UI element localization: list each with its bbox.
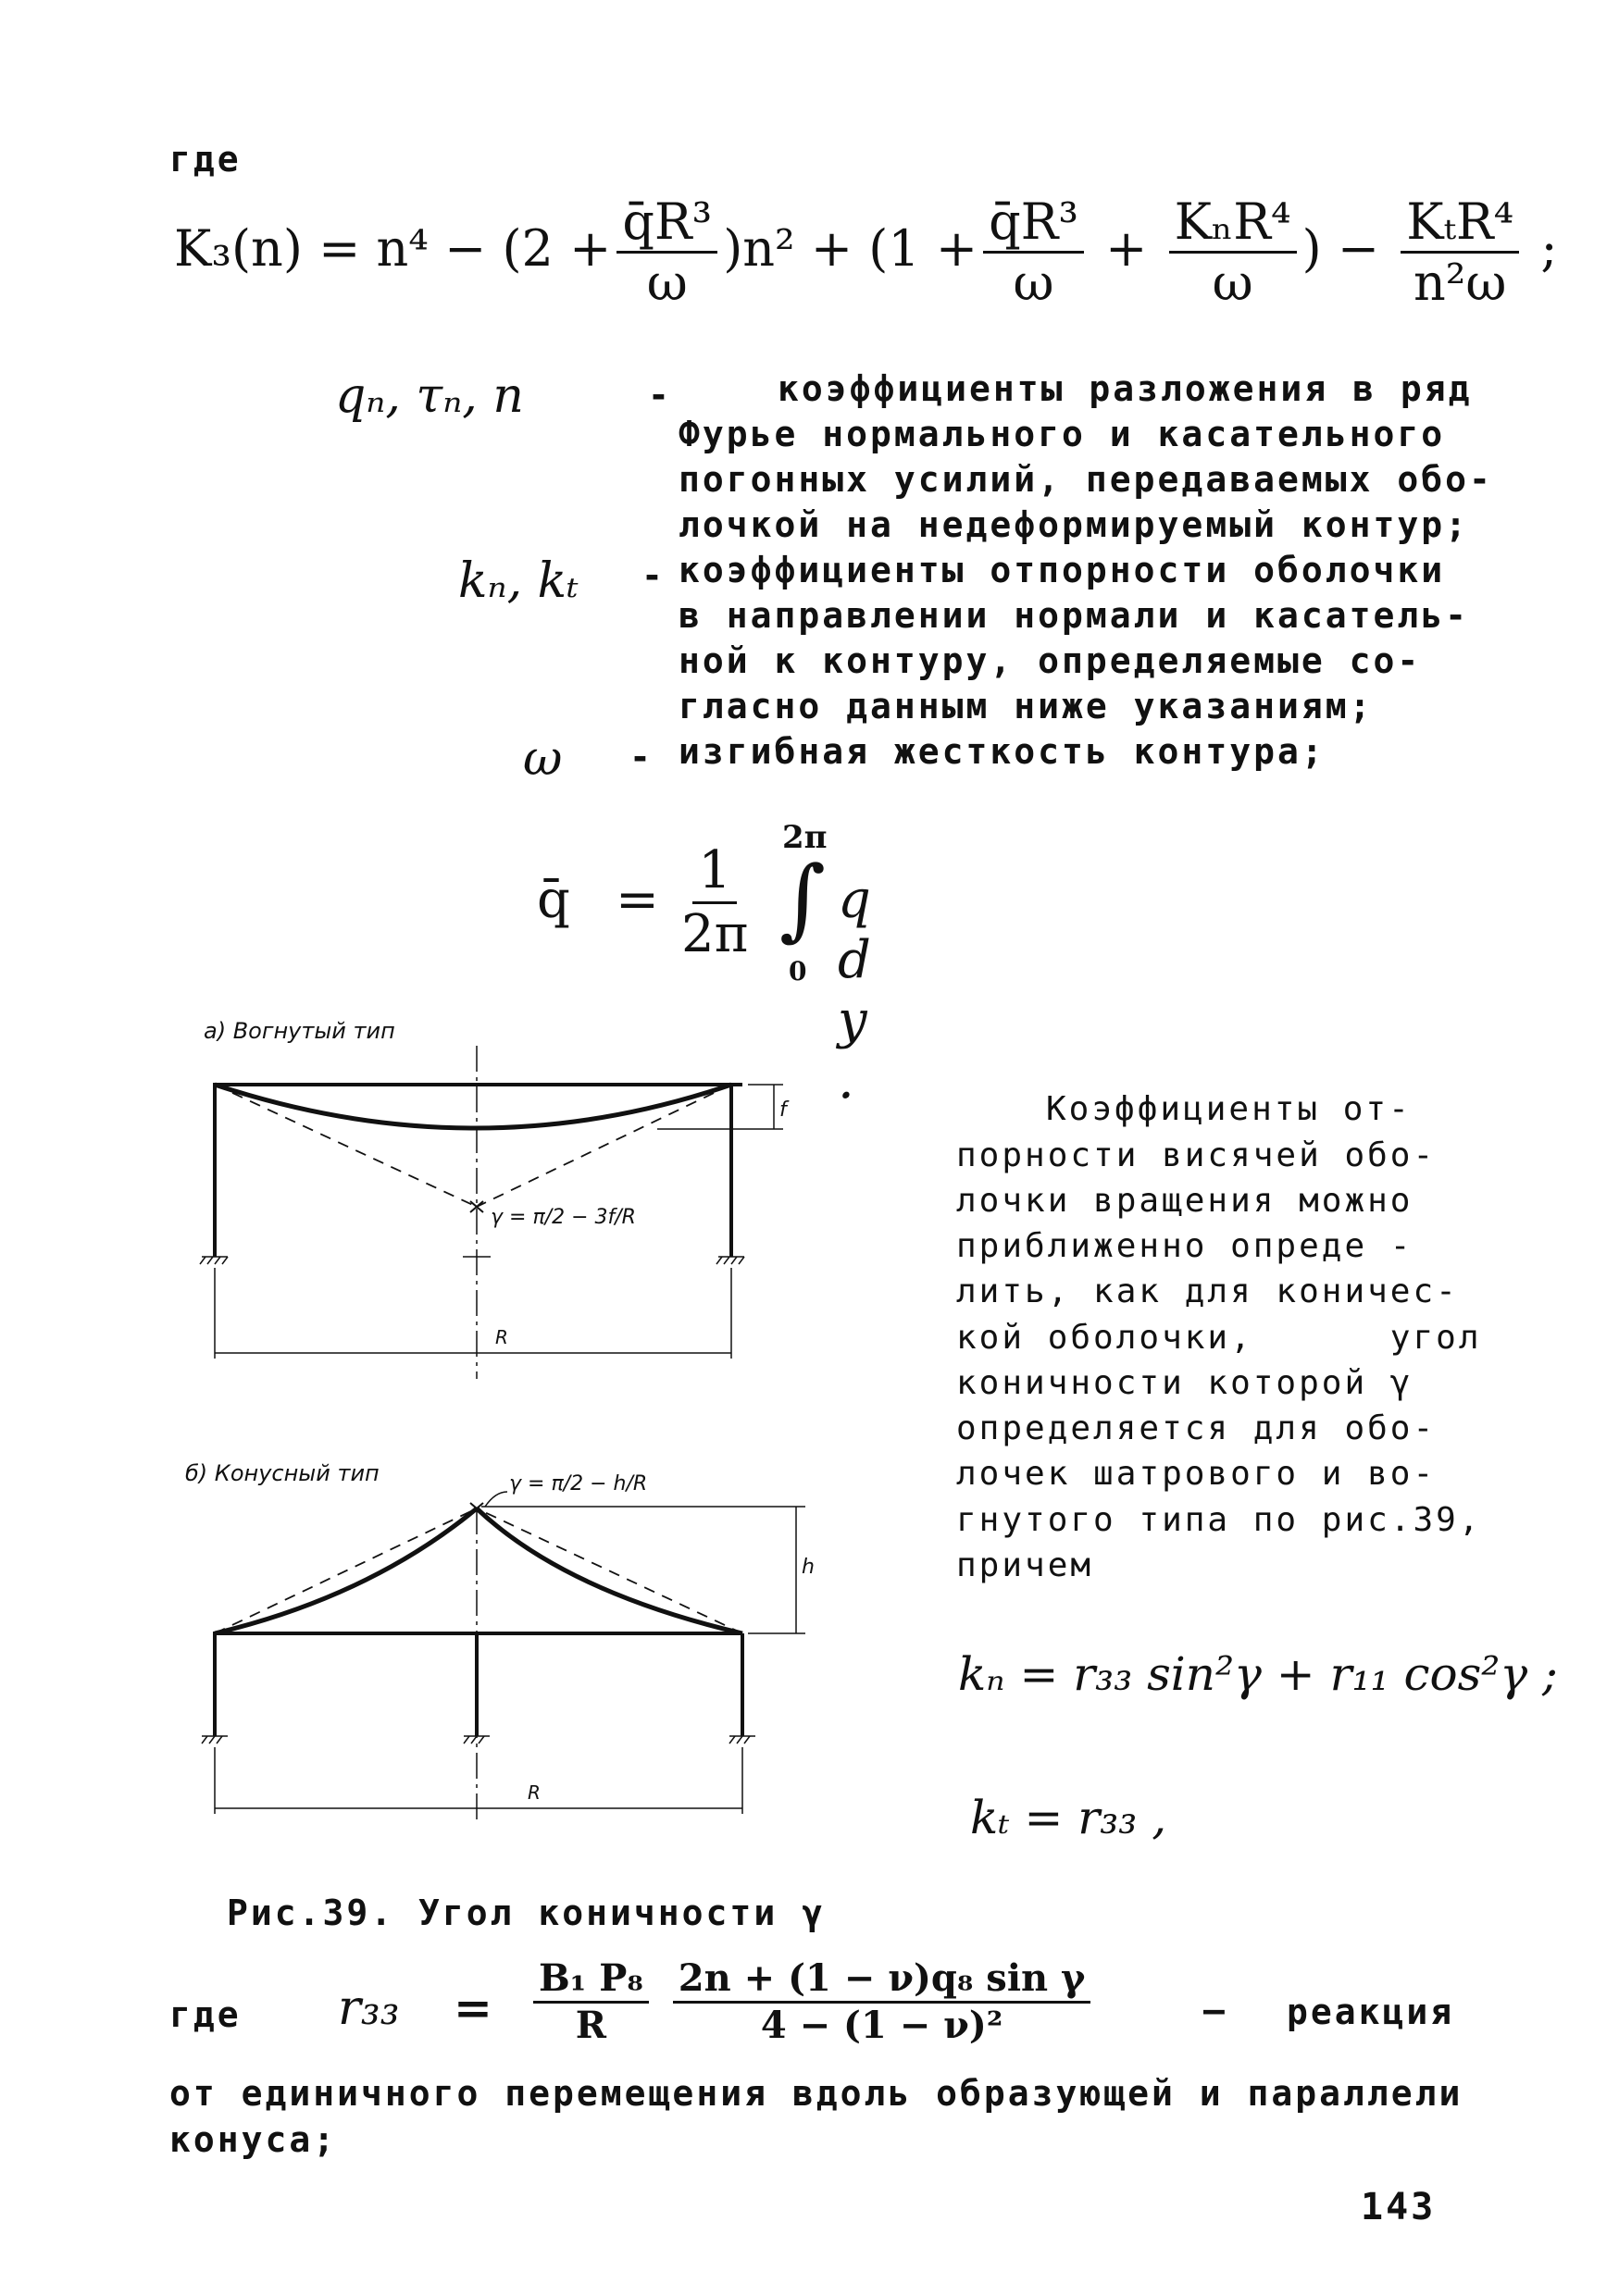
k3-mid1: )n² + (1 +	[723, 218, 978, 278]
def-line: Фурье нормального и касательного	[679, 414, 1446, 454]
qbar-frac-den: 2π	[681, 903, 749, 964]
def-dash: -	[629, 737, 651, 777]
intro-word: где	[169, 139, 242, 180]
panel-a-angle: γ = π/2 − 3f/R	[491, 1206, 636, 1229]
def-dash: -	[641, 555, 663, 596]
r33-frac1-den: R	[575, 2004, 607, 2047]
final-line: от единичного перемещения вдоль образующей и параллели	[169, 2073, 1463, 2114]
side-line: приближенно опреде -	[956, 1227, 1414, 1265]
kn-formula: kₙ = r₃₃ sin²γ + r₁₁ cos²γ ;	[958, 1647, 1558, 1701]
panel-b-h-label: h	[802, 1556, 815, 1579]
cone-dash-left	[215, 1085, 477, 1207]
def-line: коэффициенты отпорности оболочки	[679, 550, 1446, 590]
side-line: Коэффициенты от-	[1046, 1090, 1412, 1128]
k3-frac2-num: q̄R³	[983, 194, 1084, 254]
qbar-frac-num: 1	[692, 842, 737, 904]
def-line: погонных усилий, передаваемых обо-	[679, 459, 1493, 500]
r33-frac2-num: 2n + (1 − ν)q₈ sin γ	[673, 1958, 1091, 2004]
figure-panel-a	[176, 1009, 824, 1397]
def-line: коэффициенты разложения в ряд	[778, 368, 1473, 409]
qbar-integral: ∫	[779, 847, 827, 950]
r33-frac2-den: 4 − (1 − ν)²	[760, 2004, 1003, 2047]
k3-frac3-num: KₙR⁴	[1169, 194, 1297, 254]
def-line: в направлении нормали и касатель-	[679, 595, 1469, 636]
k3-end: ;	[1540, 218, 1558, 278]
panel-b-r-label: R	[528, 1781, 541, 1804]
cone-dash-right	[477, 1085, 731, 1207]
k3-plus: +	[1105, 218, 1148, 278]
ground-hatch	[202, 1736, 755, 1744]
side-line: порности висячей обо-	[956, 1136, 1437, 1174]
panel-a-r-label: R	[495, 1326, 508, 1348]
r33-lhs: r₃₃	[338, 1980, 400, 2036]
figure-panel-b	[176, 1444, 824, 1832]
side-line: причем	[956, 1546, 1094, 1584]
k3-frac2-den: ω	[1013, 254, 1054, 313]
r33-eq: =	[454, 1980, 492, 2035]
def-line: гласно данным ниже указаниям;	[679, 686, 1374, 726]
panel-a-title: а) Вогнутый тип	[204, 1018, 395, 1044]
ground-hatch-left	[200, 1257, 228, 1264]
k3-frac4-den: n²ω	[1414, 254, 1507, 313]
k3-frac1-den: ω	[646, 254, 688, 313]
r33-frac1-num: B₁ P₈	[533, 1958, 649, 2004]
qbar-lhs: q̄	[537, 870, 570, 930]
def-symbol-omega: ω	[523, 731, 563, 787]
r33-fractions	[528, 1958, 1096, 2046]
k3-mid2: ) −	[1301, 218, 1380, 278]
def-line: лочкой на недеформируемый контур;	[679, 504, 1469, 545]
side-line: лочки вращения можно	[956, 1182, 1414, 1220]
r33-prefix: где	[169, 1994, 242, 2035]
side-line: определяется для обо-	[956, 1409, 1437, 1447]
def-line: изгибная жесткость контура;	[679, 731, 1326, 772]
k3-frac4-num: KₜR⁴	[1401, 194, 1519, 254]
cone-dash-right	[477, 1508, 742, 1633]
panel-b-title: б) Конусный тип	[185, 1460, 380, 1486]
figure-caption: Рис.39. Угол коничности γ	[227, 1893, 826, 1933]
def-symbol-qn-tn-n: qₙ, τₙ, n	[335, 368, 524, 424]
side-line: лочек шатрового и во-	[956, 1455, 1437, 1493]
panel-a-f-label: f	[779, 1098, 787, 1122]
def-symbol-kn-kt: kₙ, kₜ	[458, 553, 579, 609]
angle-leader	[485, 1492, 507, 1507]
cone-dash-left	[215, 1508, 477, 1633]
r33-dash: —	[1203, 1990, 1227, 2030]
final-line: конуса;	[169, 2119, 338, 2160]
def-line: ной к контуру, определяемые со-	[679, 640, 1422, 681]
side-line: гнутого типа по рис.39,	[956, 1501, 1482, 1539]
side-line: лить, как для коничес-	[956, 1272, 1459, 1310]
def-dash: -	[648, 375, 669, 416]
r33-suffix: реакция	[1287, 1992, 1455, 2032]
qbar-integrand: q d y .	[838, 870, 871, 1111]
k3-frac1-num: q̄R³	[616, 194, 717, 254]
kt-formula: kₜ = r₃₃ ,	[970, 1791, 1167, 1844]
k3-frac3-den: ω	[1212, 254, 1253, 313]
qbar-upper-limit: 2π	[782, 819, 828, 856]
panel-b-angle: γ = π/2 − h/R	[509, 1472, 648, 1496]
k3-formula	[174, 194, 1558, 311]
qbar-eq: =	[616, 870, 659, 930]
qbar-lower-limit: 0	[789, 956, 807, 987]
k3-lhs: K₃(n) = n⁴ − (2 +	[174, 218, 612, 278]
side-line: кой оболочки, угол	[956, 1319, 1482, 1357]
page-number: 143	[1361, 2186, 1437, 2228]
ground-hatch-right	[716, 1257, 744, 1264]
side-line: коничности которой γ	[956, 1364, 1414, 1402]
